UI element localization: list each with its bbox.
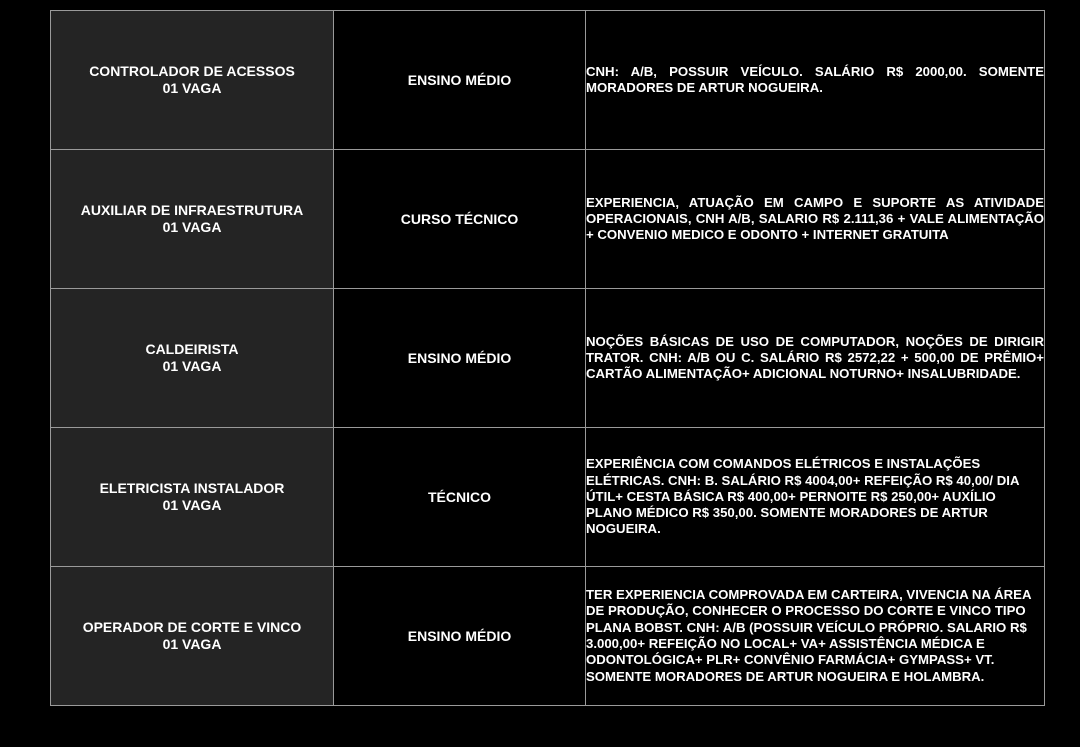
job-title: AUXILIAR DE INFRAESTRUTURA: [80, 202, 304, 218]
job-openings-count: 01 VAGA: [162, 80, 222, 96]
table-row: [51, 428, 1045, 567]
education-cell: ENSINO MÉDIO: [334, 11, 586, 150]
job-openings-count: 01 VAGA: [162, 636, 222, 652]
table-row: [51, 11, 1045, 150]
job-title: CONTROLADOR DE ACESSOS: [89, 63, 295, 79]
job-openings-table: [50, 10, 1045, 706]
job-openings-count: 01 VAGA: [162, 497, 222, 513]
job-title-cell: [51, 567, 334, 706]
job-title: CALDEIRISTA: [145, 341, 239, 357]
table-row: [51, 289, 1045, 428]
job-openings-count: 01 VAGA: [162, 219, 222, 235]
job-title-cell: [51, 289, 334, 428]
job-title-cell: [51, 150, 334, 289]
education-cell: TÉCNICO: [334, 428, 586, 567]
job-title: ELETRICISTA INSTALADOR: [99, 480, 285, 496]
table-row: [51, 567, 1045, 706]
requirements-cell: EXPERIENCIA, ATUAÇÃO EM CAMPO E SUPORTE AS ATIVIDADE OPERACIONAIS, CNH A/B, SALARIO R$ 2.111,36 + VALE ALIMENTAÇÃO + CONVENIO MEDICO E ODONTO + INTERNET GRATUITA: [586, 150, 1045, 289]
requirements-cell: CNH: A/B, POSSUIR VEÍCULO. SALÁRIO R$ 2000,00. SOMENTE MORADORES DE ARTUR NOGUEIRA.: [586, 11, 1045, 150]
education-cell: ENSINO MÉDIO: [334, 567, 586, 706]
job-title-cell: [51, 11, 334, 150]
job-title-cell: [51, 428, 334, 567]
requirements-cell: TER EXPERIENCIA COMPROVADA EM CARTEIRA, VIVENCIA NA ÁREA DE PRODUÇÃO, CONHECER O PROCESSO DO CORTE E VINCO TIPO PLANA BOBST. CNH: A/B (POSSUIR VEÍCULO PRÓPRIO. SALARIO R$ 3.000,00+ REFEIÇÃO NO LOCAL+ VA+ ASSISTÊNCIA MÉDICA E ODONTOLÓGICA+ PLR+ CONVÊNIO FARMÁCIA+ GYMPASS+ VT. SOMENTE MORADORES DE ARTUR NOGUEIRA E HOLAMBRA.: [586, 567, 1045, 706]
requirements-cell: EXPERIÊNCIA COM COMANDOS ELÉTRICOS E INSTALAÇÕES ELÉTRICAS. CNH: B. SALÁRIO R$ 4004,00+ REFEIÇÃO R$ 40,00/ DIA ÚTIL+ CESTA BÁSICA R$ 400,00+ PERNOITE R$ 250,00+ AUXÍLIO PLANO MÉDICO R$ 350,00. SOMENTE MORADORES DE ARTUR NOGUEIRA.: [586, 428, 1045, 567]
job-title: OPERADOR DE CORTE E VINCO: [82, 619, 302, 635]
job-openings-count: 01 VAGA: [162, 358, 222, 374]
education-cell: ENSINO MÉDIO: [334, 289, 586, 428]
table-row: [51, 150, 1045, 289]
education-cell: CURSO TÉCNICO: [334, 150, 586, 289]
requirements-cell: NOÇÕES BÁSICAS DE USO DE COMPUTADOR, NOÇÕES DE DIRIGIR TRATOR. CNH: A/B OU C. SALÁRIO R$ 2572,22 + 500,00 DE PRÊMIO+ CARTÃO ALIMENTAÇÃO+ ADICIONAL NOTURNO+ INSALUBRIDADE.: [586, 289, 1045, 428]
